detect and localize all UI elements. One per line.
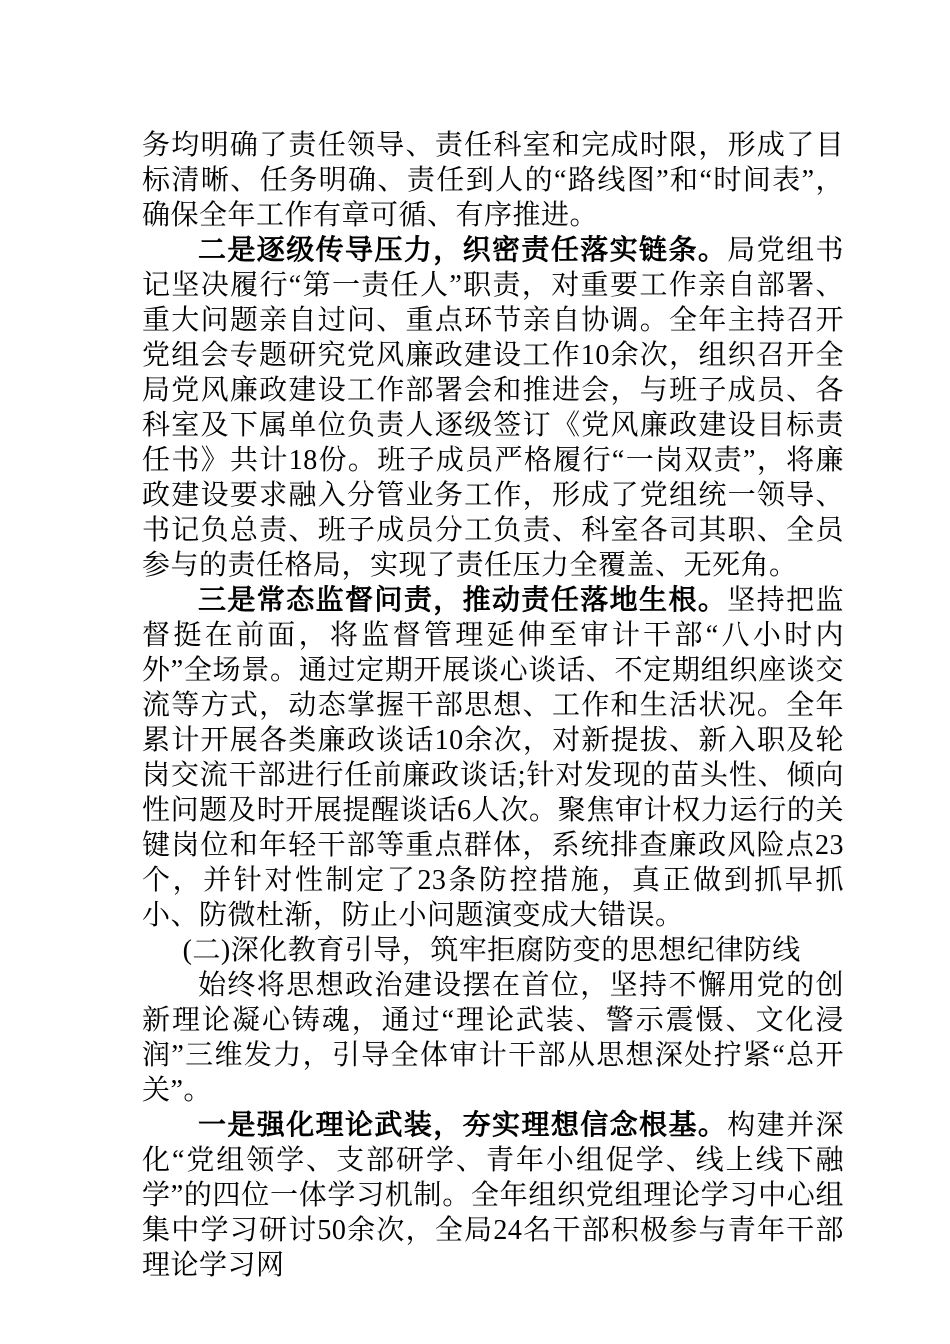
paragraph-point-one — [142, 1108, 844, 1283]
paragraph-section-heading — [142, 933, 844, 968]
paragraph-point-two — [142, 233, 844, 583]
paragraph-text: (二)深化教育引导，筑牢拒腐防变的思想纪律防线 — [182, 935, 801, 966]
paragraph-text: 局党组书记坚决履行“第一责任人”职责，对重要工作亲自部署、重大问题亲自过问、重点环节亲自协调。全年主持召开党组会专题研究党风廉政建设工作10余次，组织召开全局党风廉政建设工作部署会和推进会，与班子成员、各科室及下属单位负责人逐级签订《党风廉政建设目标责任书》共计18份。班子成员严格履行“一岗双责”，将廉政建设要求融入分管业务工作，形成了党组统一领导、书记负总责、班子成员分工负责、科室各司其职、全员参与的责任格局，实现了责任压力全覆盖、无死角。 — [142, 235, 844, 581]
paragraph-text: 坚持把监督挺在前面，将监督管理延伸至审计干部“八小时内外”全场景。通过定期开展谈心谈话、不定期组织座谈交流等方式，动态掌握干部思想、工作和生活状况。全年累计开展各类廉政谈话10余次，对新提拔、新入职及轮岗交流干部进行任前廉政谈话;针对发现的苗头性、倾向性问题及时开展提醒谈话6人次。聚焦审计权力运行的关键岗位和年轻干部等重点群体，系统排查廉政风险点23个，并针对性制定了23条防控措施，真正做到抓早抓小、防微杜渐，防止小问题演变成大错误。 — [142, 585, 844, 931]
paragraph-section-intro — [142, 968, 844, 1108]
paragraph-text: 始终将思想政治建设摆在首位，坚持不懈用党的创新理论凝心铸魂，通过“理论武装、警示震慑、文化浸润”三维发力，引导全体审计干部从思想深处拧紧“总开关”。 — [142, 970, 844, 1106]
paragraph-text: 务均明确了责任领导、责任科室和完成时限，形成了目标清晰、任务明确、责任到人的“路线图”和“时间表”，确保全年工作有章可循、有序推进。 — [142, 130, 844, 231]
paragraph-lead-bold: 三是常态监督问责，推动责任落地生根。 — [198, 585, 728, 616]
paragraph-continuation — [142, 128, 844, 233]
paragraph-text: 构建并深化“党组领学、支部研学、青年小组促学、线上线下融学”的四位一体学习机制。全年组织党组理论学习中心组集中学习研讨50余次，全局24名干部积极参与青年干部理论学习网 — [142, 1110, 844, 1281]
paragraph-lead-bold: 一是强化理论武装，夯实理想信念根基。 — [198, 1110, 728, 1141]
paragraph-lead-bold: 二是逐级传导压力，织密责任落实链条。 — [198, 235, 728, 266]
paragraph-point-three — [142, 583, 844, 933]
